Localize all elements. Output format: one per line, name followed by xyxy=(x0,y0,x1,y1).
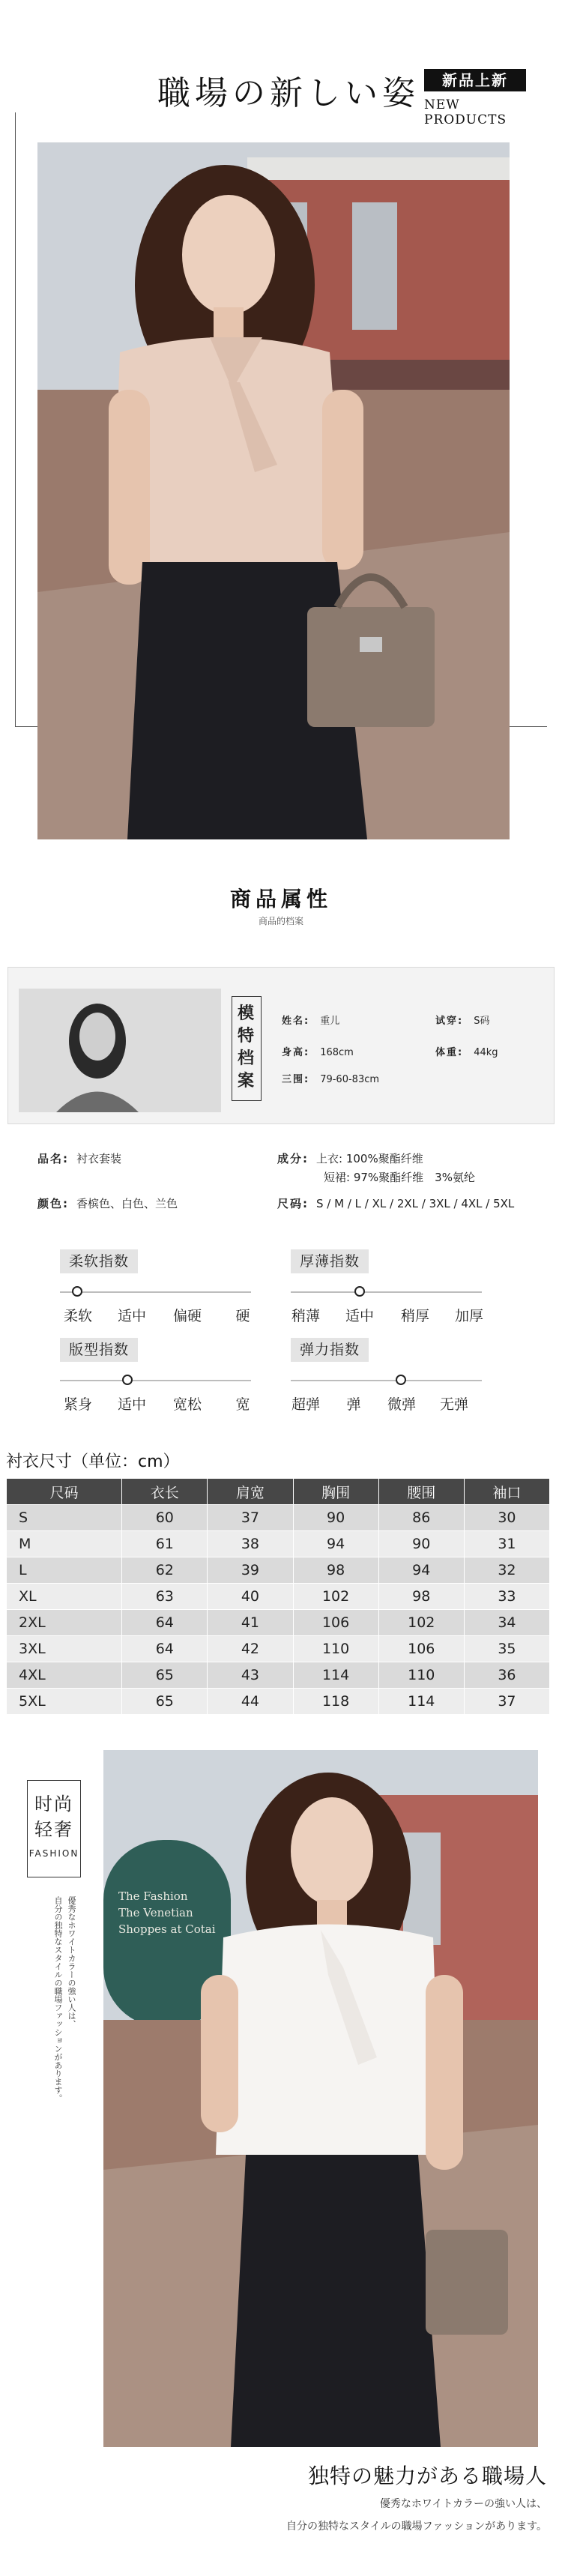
model-measurements xyxy=(282,1071,379,1085)
attr-size-value: S / M / L / XL / 2XL / 3XL / 4XL / 5XL xyxy=(316,1197,515,1210)
table-cell: 110 xyxy=(293,1636,378,1662)
new-badge: 新品上新 xyxy=(424,69,526,91)
elasticity-index-title: 弹力指数 xyxy=(291,1338,369,1362)
model-bust-label: 三围: xyxy=(282,1074,310,1085)
thickness-option: 稍厚 xyxy=(400,1308,429,1324)
table-cell: 43 xyxy=(208,1662,293,1689)
table-cell: 32 xyxy=(464,1557,549,1584)
size-table-header-cell: 肩宽 xyxy=(208,1479,293,1505)
elasticity-option: 弹 xyxy=(346,1396,361,1413)
table-row xyxy=(7,1557,550,1584)
table-cell: 94 xyxy=(293,1531,378,1557)
table-row xyxy=(7,1584,550,1610)
softness-index-track xyxy=(60,1291,251,1293)
sign-line-2: The Venetian xyxy=(118,1906,193,1919)
softness-option: 硬 xyxy=(235,1308,250,1324)
fashion-tag-line1: 时尚 xyxy=(34,1794,73,1815)
model-portrait-illustration xyxy=(19,989,221,1112)
model-height-value: 168cm xyxy=(320,1047,354,1058)
model-profile-tag: 模特档案 xyxy=(232,996,262,1101)
fashion-heading: 独特の魅力がある職場人 xyxy=(307,2464,547,2488)
table-cell: 4XL xyxy=(7,1662,122,1689)
table-cell: 94 xyxy=(378,1557,464,1584)
fashion-photo xyxy=(103,1750,538,2447)
elasticity-index-track xyxy=(291,1380,482,1381)
size-table-header-cell: 衣长 xyxy=(122,1479,208,1505)
table-cell: 31 xyxy=(464,1531,549,1557)
model-weight-value: 44kg xyxy=(474,1047,498,1058)
table-cell: 34 xyxy=(464,1610,549,1636)
attr-color-label: 颜色: xyxy=(37,1197,69,1210)
table-cell: 37 xyxy=(464,1689,549,1715)
model-portrait xyxy=(19,989,221,1112)
attr-product-name xyxy=(37,1150,121,1166)
thickness-index-track xyxy=(291,1291,482,1293)
table-row xyxy=(7,1689,550,1715)
model-card xyxy=(7,967,555,1124)
elasticity-option: 无弹 xyxy=(439,1396,468,1413)
size-table-header-cell: 袖口 xyxy=(464,1479,549,1505)
model-height-label: 身高: xyxy=(282,1047,310,1058)
table-cell: 86 xyxy=(378,1505,464,1531)
table-cell: L xyxy=(7,1557,122,1584)
size-table-header-cell: 尺码 xyxy=(7,1479,122,1505)
table-row xyxy=(7,1505,550,1531)
table-cell: 36 xyxy=(464,1662,549,1689)
table-row xyxy=(7,1662,550,1689)
page-title: 職場の新しい姿 xyxy=(157,74,420,112)
attr-name-value: 衬衣套装 xyxy=(76,1152,122,1165)
attr-name-label: 品名: xyxy=(37,1152,69,1165)
table-cell: 98 xyxy=(378,1584,464,1610)
table-cell: 65 xyxy=(122,1689,208,1715)
table-cell: 41 xyxy=(208,1610,293,1636)
table-cell: 39 xyxy=(208,1557,293,1584)
table-cell: 35 xyxy=(464,1636,549,1662)
new-products-label: NEW PRODUCTS xyxy=(424,97,507,127)
fashion-vertical-text-2: 自分の独特なスタイルの職場ファッションがあります。 xyxy=(53,1896,63,2102)
size-table-header-cell: 腰围 xyxy=(378,1479,464,1505)
fashion-illustration xyxy=(103,1750,538,2447)
table-cell: 65 xyxy=(122,1662,208,1689)
hero-photo xyxy=(37,142,510,839)
table-cell: 5XL xyxy=(7,1689,122,1715)
table-row xyxy=(7,1636,550,1662)
table-cell: S xyxy=(7,1505,122,1531)
thickness-option: 适中 xyxy=(345,1308,374,1324)
thickness-index-title: 厚薄指数 xyxy=(291,1249,369,1273)
fit-index-marker xyxy=(122,1375,133,1385)
attr-material xyxy=(277,1150,423,1166)
attr-size-label: 尺码: xyxy=(277,1197,309,1210)
fit-index-title: 版型指数 xyxy=(60,1338,138,1362)
attr-color xyxy=(37,1195,178,1211)
fashion-tag-en: FASHION xyxy=(28,1848,79,1859)
fashion-line-2: 自分の独特なスタイルの職場ファッションがあります。 xyxy=(285,2521,547,2533)
fit-option: 宽松 xyxy=(172,1396,202,1413)
fit-index-track xyxy=(60,1380,251,1381)
softness-index-title: 柔软指数 xyxy=(60,1249,138,1273)
table-cell: 102 xyxy=(293,1584,378,1610)
attr-material-label: 成分: xyxy=(277,1152,309,1165)
fashion-vertical-text-1: 優秀なホワイトカラーの強い人は、 xyxy=(67,1896,76,2028)
table-cell: 114 xyxy=(378,1689,464,1715)
table-cell: 2XL xyxy=(7,1610,122,1636)
fashion-line-1: 優秀なホワイトカラーの強い人は、 xyxy=(379,2498,547,2510)
thickness-option: 稍薄 xyxy=(291,1308,320,1324)
table-cell: 60 xyxy=(122,1505,208,1531)
fit-option: 宽 xyxy=(235,1396,250,1413)
table-cell: 61 xyxy=(122,1531,208,1557)
table-cell: 118 xyxy=(293,1689,378,1715)
fashion-tag-line2: 轻奢 xyxy=(34,1819,73,1840)
table-cell: 62 xyxy=(122,1557,208,1584)
size-table-header xyxy=(7,1479,550,1505)
attr-material-top: 上衣: 100%聚酯纤维 xyxy=(316,1152,423,1165)
size-table-header-cell: 胸围 xyxy=(293,1479,378,1505)
table-cell: 42 xyxy=(208,1636,293,1662)
sign-line-3: Shoppes at Cotai xyxy=(118,1922,216,1936)
table-row xyxy=(7,1531,550,1557)
attr-color-value: 香槟色、白色、兰色 xyxy=(76,1197,178,1210)
model-bust-value: 79-60-83cm xyxy=(320,1074,380,1085)
table-cell: 63 xyxy=(122,1584,208,1610)
model-height xyxy=(282,1044,354,1058)
model-trial-size xyxy=(435,1013,489,1027)
model-size-label: 试穿: xyxy=(435,1016,464,1027)
table-cell: 37 xyxy=(208,1505,293,1531)
model-name xyxy=(282,1013,339,1027)
thickness-index-marker xyxy=(354,1286,365,1297)
sign-line-1: The Fashion xyxy=(118,1889,188,1903)
softness-option: 柔软 xyxy=(63,1308,92,1324)
table-cell: 110 xyxy=(378,1662,464,1689)
attr-size xyxy=(277,1195,514,1211)
size-table xyxy=(6,1478,550,1715)
table-cell: 90 xyxy=(293,1505,378,1531)
fit-option: 紧身 xyxy=(63,1396,92,1413)
attr-material-skirt: 短裙: 97%聚酯纤维 3%氨纶 xyxy=(324,1171,475,1184)
table-cell: XL xyxy=(7,1584,122,1610)
table-cell: 30 xyxy=(464,1505,549,1531)
table-cell: 33 xyxy=(464,1584,549,1610)
elasticity-option: 微弹 xyxy=(387,1396,416,1413)
model-name-value: 重儿 xyxy=(320,1016,340,1027)
section-title: 商品属性 xyxy=(229,887,332,911)
softness-option: 偏硬 xyxy=(172,1308,202,1324)
softness-option: 适中 xyxy=(117,1308,146,1324)
size-table-caption: 衬衣尺寸（单位：cm） xyxy=(6,1453,180,1471)
table-cell: 64 xyxy=(122,1610,208,1636)
fashion-tag xyxy=(27,1780,81,1877)
hero-illustration xyxy=(37,142,510,839)
table-cell: 114 xyxy=(293,1662,378,1689)
model-name-label: 姓名: xyxy=(282,1016,310,1027)
section-subtitle: 商品的档案 xyxy=(258,916,303,926)
table-row xyxy=(7,1610,550,1636)
model-weight-label: 体重: xyxy=(435,1047,464,1058)
model-weight xyxy=(435,1044,498,1058)
table-cell: 3XL xyxy=(7,1636,122,1662)
table-cell: M xyxy=(7,1531,122,1557)
table-cell: 64 xyxy=(122,1636,208,1662)
table-cell: 98 xyxy=(293,1557,378,1584)
table-cell: 38 xyxy=(208,1531,293,1557)
table-cell: 106 xyxy=(293,1610,378,1636)
table-cell: 90 xyxy=(378,1531,464,1557)
table-cell: 40 xyxy=(208,1584,293,1610)
elasticity-option: 超弹 xyxy=(291,1396,320,1413)
elasticity-index-marker xyxy=(396,1375,406,1385)
table-cell: 102 xyxy=(378,1610,464,1636)
softness-index-marker xyxy=(72,1286,82,1297)
fit-option: 适中 xyxy=(117,1396,146,1413)
table-cell: 44 xyxy=(208,1689,293,1715)
thickness-option: 加厚 xyxy=(454,1308,483,1324)
table-cell: 106 xyxy=(378,1636,464,1662)
model-size-value: S码 xyxy=(474,1016,490,1027)
